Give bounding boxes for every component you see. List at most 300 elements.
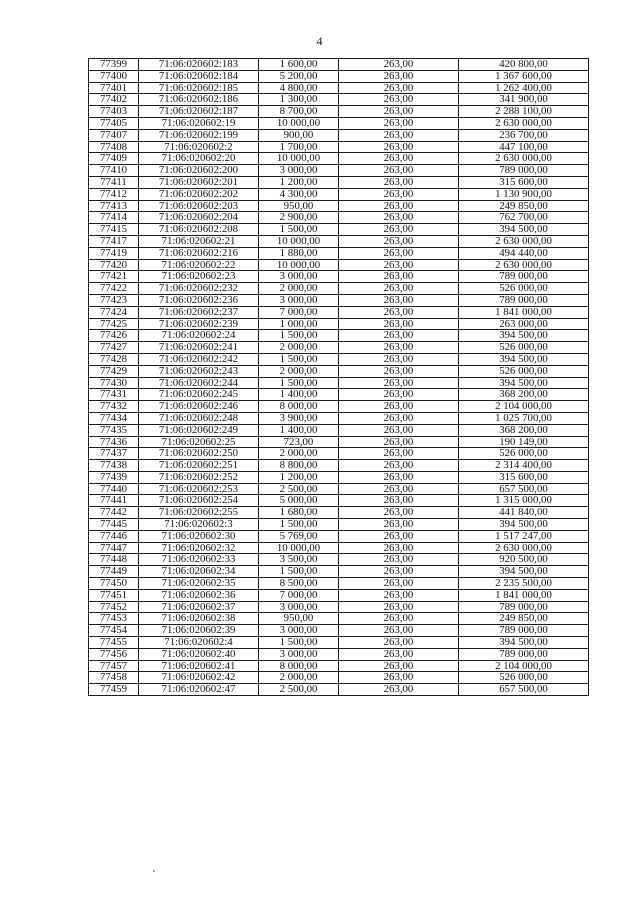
area-cell: 950,00 [259,200,339,212]
area-cell: 1 700,00 [259,141,339,153]
rate-cell: 263,00 [339,672,459,684]
value-cell: 2 104 000,00 [459,660,589,672]
rate-cell: 263,00 [339,613,459,625]
record-number-cell: 77426 [89,330,139,342]
cadastral-number-cell: 71:06:020602:20 [139,153,259,165]
rate-cell: 263,00 [339,153,459,165]
rate-cell: 263,00 [339,235,459,247]
cadastral-number-cell: 71:06:020602:23 [139,271,259,283]
area-cell: 10 000,00 [259,153,339,165]
page-number: 4 [316,34,323,48]
record-number-cell: 77417 [89,235,139,247]
cadastral-number-cell: 71:06:020602:250 [139,448,259,460]
cadastral-number-cell: 71:06:020602:39 [139,625,259,637]
area-cell: 3 000,00 [259,625,339,637]
record-number-cell: 77415 [89,224,139,236]
rate-cell: 263,00 [339,412,459,424]
area-cell: 7 000,00 [259,306,339,318]
table-row [89,542,589,554]
cadastral-number-cell: 71:06:020602:251 [139,460,259,472]
record-number-cell: 77409 [89,153,139,165]
rate-cell: 263,00 [339,283,459,295]
area-cell: 8 500,00 [259,578,339,590]
value-cell: 657 500,00 [459,483,589,495]
value-cell: 2 630 000,00 [459,117,589,129]
area-cell: 1 400,00 [259,424,339,436]
area-cell: 8 800,00 [259,460,339,472]
record-number-cell: 77448 [89,554,139,566]
table-row [89,235,589,247]
area-cell: 2 500,00 [259,684,339,696]
table-row [89,165,589,177]
value-cell: 762 700,00 [459,212,589,224]
cadastral-number-cell: 71:06:020602:246 [139,401,259,413]
area-cell: 2 000,00 [259,365,339,377]
area-cell: 3 000,00 [259,165,339,177]
record-number-cell: 77456 [89,648,139,660]
cadastral-number-cell: 71:06:020602:204 [139,212,259,224]
record-number-cell: 77420 [89,259,139,271]
rate-cell: 263,00 [339,401,459,413]
area-cell: 2 900,00 [259,212,339,224]
area-cell: 3 000,00 [259,648,339,660]
table-row [89,294,589,306]
table-row [89,672,589,684]
cadastral-number-cell: 71:06:020602:242 [139,353,259,365]
area-cell: 2 500,00 [259,483,339,495]
cadastral-number-cell: 71:06:020602:239 [139,318,259,330]
rate-cell: 263,00 [339,589,459,601]
area-cell: 3 000,00 [259,601,339,613]
record-number-cell: 77435 [89,424,139,436]
rate-cell: 263,00 [339,566,459,578]
table-row [89,495,589,507]
area-cell: 1 200,00 [259,471,339,483]
value-cell: 394 500,00 [459,637,589,649]
table-row [89,306,589,318]
area-cell: 1 500,00 [259,519,339,531]
record-number-cell: 77414 [89,212,139,224]
area-cell: 1 400,00 [259,389,339,401]
table-row [89,377,589,389]
table-row [89,436,589,448]
rate-cell: 263,00 [339,601,459,613]
record-number-cell: 77423 [89,294,139,306]
cadastral-number-cell: 71:06:020602:200 [139,165,259,177]
value-cell: 789 000,00 [459,294,589,306]
record-number-cell: 77439 [89,471,139,483]
area-cell: 10 000,00 [259,259,339,271]
record-number-cell: 77430 [89,377,139,389]
cadastral-number-cell: 71:06:020602:241 [139,342,259,354]
rate-cell: 263,00 [339,365,459,377]
value-cell: 526 000,00 [459,672,589,684]
value-cell: 1 025 700,00 [459,412,589,424]
cadastral-number-cell: 71:06:020602:252 [139,471,259,483]
rate-cell: 263,00 [339,94,459,106]
rate-cell: 263,00 [339,212,459,224]
value-cell: 249 850,00 [459,613,589,625]
rate-cell: 263,00 [339,578,459,590]
value-cell: 1 315 000,00 [459,495,589,507]
rate-cell: 263,00 [339,141,459,153]
value-cell: 657 500,00 [459,684,589,696]
rate-cell: 263,00 [339,377,459,389]
value-cell: 315 600,00 [459,471,589,483]
rate-cell: 263,00 [339,625,459,637]
cadastral-number-cell: 71:06:020602:216 [139,247,259,259]
cadastral-number-cell: 71:06:020602:36 [139,589,259,601]
table-row [89,684,589,696]
value-cell: 394 500,00 [459,353,589,365]
table-row [89,424,589,436]
record-number-cell: 77402 [89,94,139,106]
value-cell: 394 500,00 [459,224,589,236]
rate-cell: 263,00 [339,389,459,401]
area-cell: 4 300,00 [259,188,339,200]
rate-cell: 263,00 [339,353,459,365]
area-cell: 3 900,00 [259,412,339,424]
cadastral-number-cell: 71:06:020602:243 [139,365,259,377]
cadastral-number-cell: 71:06:020602:25 [139,436,259,448]
cadastral-number-cell: 71:06:020602:202 [139,188,259,200]
value-cell: 2 630 000,00 [459,542,589,554]
record-number-cell: 77459 [89,684,139,696]
area-cell: 1 500,00 [259,377,339,389]
cadastral-number-cell: 71:06:020602:253 [139,483,259,495]
area-cell: 3 000,00 [259,294,339,306]
area-cell: 950,00 [259,613,339,625]
record-number-cell: 77419 [89,247,139,259]
table-row [89,82,589,94]
cadastral-number-cell: 71:06:020602:248 [139,412,259,424]
cadastral-number-cell: 71:06:020602:38 [139,613,259,625]
table-row [89,247,589,259]
cadastral-number-cell: 71:06:020602:47 [139,684,259,696]
rate-cell: 263,00 [339,176,459,188]
table-row [89,141,589,153]
area-cell: 1 500,00 [259,566,339,578]
area-cell: 8 000,00 [259,660,339,672]
table-row [89,648,589,660]
cadastral-number-cell: 71:06:020602:208 [139,224,259,236]
table-row [89,448,589,460]
record-number-cell: 77442 [89,507,139,519]
value-cell: 494 440,00 [459,247,589,259]
value-cell: 368 200,00 [459,424,589,436]
table-row [89,365,589,377]
record-number-cell: 77401 [89,82,139,94]
area-cell: 1 500,00 [259,224,339,236]
rate-cell: 263,00 [339,519,459,531]
rate-cell: 263,00 [339,271,459,283]
table-row [89,70,589,82]
cadastral-number-cell: 71:06:020602:21 [139,235,259,247]
cadastral-number-cell: 71:06:020602:4 [139,637,259,649]
rate-cell: 263,00 [339,637,459,649]
record-number-cell: 77408 [89,141,139,153]
record-number-cell: 77440 [89,483,139,495]
value-cell: 920 500,00 [459,554,589,566]
record-number-cell: 77428 [89,353,139,365]
cadastral-number-cell: 71:06:020602:41 [139,660,259,672]
cadastral-number-cell: 71:06:020602:2 [139,141,259,153]
value-cell: 394 500,00 [459,330,589,342]
rate-cell: 263,00 [339,660,459,672]
value-cell: 190 149,00 [459,436,589,448]
area-cell: 1 680,00 [259,507,339,519]
table-row [89,601,589,613]
cadastral-number-cell: 71:06:020602:183 [139,59,259,71]
cadastral-number-cell: 71:06:020602:203 [139,200,259,212]
area-cell: 1 500,00 [259,637,339,649]
rate-cell: 263,00 [339,129,459,141]
cadastral-number-cell: 71:06:020602:42 [139,672,259,684]
area-cell: 1 880,00 [259,247,339,259]
cadastral-number-cell: 71:06:020602:33 [139,554,259,566]
table-row [89,259,589,271]
record-number-cell: 77421 [89,271,139,283]
table-row [89,94,589,106]
cadastral-number-cell: 71:06:020602:184 [139,70,259,82]
rate-cell: 263,00 [339,59,459,71]
value-cell: 341 900,00 [459,94,589,106]
table-row [89,613,589,625]
rate-cell: 263,00 [339,648,459,660]
record-number-cell: 77454 [89,625,139,637]
record-number-cell: 77405 [89,117,139,129]
table-row [89,117,589,129]
rate-cell: 263,00 [339,483,459,495]
cadastral-number-cell: 71:06:020602:185 [139,82,259,94]
value-cell: 526 000,00 [459,365,589,377]
rate-cell: 263,00 [339,188,459,200]
scan-speck [153,870,155,872]
cadastral-number-cell: 71:06:020602:35 [139,578,259,590]
record-number-cell: 77399 [89,59,139,71]
cadastral-number-cell: 71:06:020602:199 [139,129,259,141]
record-number-cell: 77457 [89,660,139,672]
value-cell: 315 600,00 [459,176,589,188]
value-cell: 1 841 000,00 [459,306,589,318]
value-cell: 2 630 000,00 [459,153,589,165]
table-row [89,106,589,118]
rate-cell: 263,00 [339,117,459,129]
area-cell: 3 000,00 [259,271,339,283]
area-cell: 1 200,00 [259,176,339,188]
area-cell: 2 000,00 [259,283,339,295]
table-row [89,566,589,578]
area-cell: 5 000,00 [259,495,339,507]
rate-cell: 263,00 [339,306,459,318]
rate-cell: 263,00 [339,70,459,82]
table-row [89,460,589,472]
area-cell: 1 300,00 [259,94,339,106]
record-number-cell: 77451 [89,589,139,601]
area-cell: 8 700,00 [259,106,339,118]
table-row [89,330,589,342]
rate-cell: 263,00 [339,330,459,342]
record-number-cell: 77434 [89,412,139,424]
record-number-cell: 77449 [89,566,139,578]
table-row [89,578,589,590]
table-body [89,59,589,696]
record-number-cell: 77411 [89,176,139,188]
value-cell: 789 000,00 [459,165,589,177]
table-row [89,401,589,413]
table-row [89,212,589,224]
record-number-cell: 77441 [89,495,139,507]
table-row [89,507,589,519]
area-cell: 8 000,00 [259,401,339,413]
area-cell: 1 500,00 [259,353,339,365]
area-cell: 2 000,00 [259,672,339,684]
cadastral-number-cell: 71:06:020602:22 [139,259,259,271]
value-cell: 2 288 100,00 [459,106,589,118]
record-number-cell: 77400 [89,70,139,82]
record-number-cell: 77446 [89,530,139,542]
table-row [89,283,589,295]
value-cell: 1 841 000,00 [459,589,589,601]
table-row [89,271,589,283]
area-cell: 10 000,00 [259,235,339,247]
table-row [89,519,589,531]
area-cell: 7 000,00 [259,589,339,601]
table-row [89,200,589,212]
value-cell: 789 000,00 [459,601,589,613]
area-cell: 3 500,00 [259,554,339,566]
record-number-cell: 77425 [89,318,139,330]
cadastral-number-cell: 71:06:020602:255 [139,507,259,519]
cadastral-number-cell: 71:06:020602:32 [139,542,259,554]
rate-cell: 263,00 [339,507,459,519]
value-cell: 249 850,00 [459,200,589,212]
value-cell: 789 000,00 [459,271,589,283]
value-cell: 394 500,00 [459,377,589,389]
rate-cell: 263,00 [339,259,459,271]
table-row [89,412,589,424]
table-row [89,530,589,542]
value-cell: 2 104 000,00 [459,401,589,413]
cadastral-number-cell: 71:06:020602:245 [139,389,259,401]
area-cell: 4 800,00 [259,82,339,94]
table-row [89,637,589,649]
record-number-cell: 77455 [89,637,139,649]
area-cell: 2 000,00 [259,448,339,460]
rate-cell: 263,00 [339,342,459,354]
rate-cell: 263,00 [339,318,459,330]
table-row [89,483,589,495]
area-cell: 723,00 [259,436,339,448]
rate-cell: 263,00 [339,684,459,696]
rate-cell: 263,00 [339,424,459,436]
record-number-cell: 77422 [89,283,139,295]
cadastral-number-cell: 71:06:020602:34 [139,566,259,578]
value-cell: 1 130 900,00 [459,188,589,200]
record-number-cell: 77437 [89,448,139,460]
value-cell: 2 235 500,00 [459,578,589,590]
rate-cell: 263,00 [339,200,459,212]
record-number-cell: 77407 [89,129,139,141]
cadastral-number-cell: 71:06:020602:237 [139,306,259,318]
value-cell: 394 500,00 [459,566,589,578]
rate-cell: 263,00 [339,554,459,566]
cadastral-number-cell: 71:06:020602:186 [139,94,259,106]
value-cell: 2 630 000,00 [459,235,589,247]
table-row [89,554,589,566]
area-cell: 5 200,00 [259,70,339,82]
record-number-cell: 77438 [89,460,139,472]
cadastral-number-cell: 71:06:020602:3 [139,519,259,531]
cadastral-number-cell: 71:06:020602:236 [139,294,259,306]
cadastral-number-cell: 71:06:020602:254 [139,495,259,507]
table-row [89,129,589,141]
rate-cell: 263,00 [339,460,459,472]
value-cell: 236 700,00 [459,129,589,141]
rate-cell: 263,00 [339,530,459,542]
cadastral-number-cell: 71:06:020602:187 [139,106,259,118]
value-cell: 526 000,00 [459,448,589,460]
rate-cell: 263,00 [339,247,459,259]
area-cell: 5 769,00 [259,530,339,542]
value-cell: 420 800,00 [459,59,589,71]
value-cell: 1 262 400,00 [459,82,589,94]
value-cell: 394 500,00 [459,519,589,531]
table-row [89,224,589,236]
rate-cell: 263,00 [339,495,459,507]
cadastral-value-table [88,58,589,696]
record-number-cell: 77413 [89,200,139,212]
rate-cell: 263,00 [339,448,459,460]
table-row [89,176,589,188]
cadastral-number-cell: 71:06:020602:249 [139,424,259,436]
table-row [89,188,589,200]
value-cell: 447 100,00 [459,141,589,153]
table-row [89,318,589,330]
table-row [89,625,589,637]
record-number-cell: 77429 [89,365,139,377]
record-number-cell: 77452 [89,601,139,613]
rate-cell: 263,00 [339,294,459,306]
table-row [89,59,589,71]
rate-cell: 263,00 [339,224,459,236]
value-cell: 789 000,00 [459,625,589,637]
cadastral-number-cell: 71:06:020602:30 [139,530,259,542]
area-cell: 10 000,00 [259,117,339,129]
value-cell: 1 517 247,00 [459,530,589,542]
table-row [89,153,589,165]
value-cell: 441 840,00 [459,507,589,519]
record-number-cell: 77410 [89,165,139,177]
cadastral-number-cell: 71:06:020602:37 [139,601,259,613]
record-number-cell: 77412 [89,188,139,200]
record-number-cell: 77427 [89,342,139,354]
cadastral-number-cell: 71:06:020602:40 [139,648,259,660]
area-cell: 1 000,00 [259,318,339,330]
rate-cell: 263,00 [339,436,459,448]
area-cell: 1 500,00 [259,330,339,342]
record-number-cell: 77436 [89,436,139,448]
cadastral-number-cell: 71:06:020602:24 [139,330,259,342]
area-cell: 2 000,00 [259,342,339,354]
record-number-cell: 77458 [89,672,139,684]
table-row [89,471,589,483]
value-cell: 263 000,00 [459,318,589,330]
table-row [89,589,589,601]
value-cell: 1 367 600,00 [459,70,589,82]
area-cell: 10 000,00 [259,542,339,554]
cadastral-number-cell: 71:06:020602:244 [139,377,259,389]
